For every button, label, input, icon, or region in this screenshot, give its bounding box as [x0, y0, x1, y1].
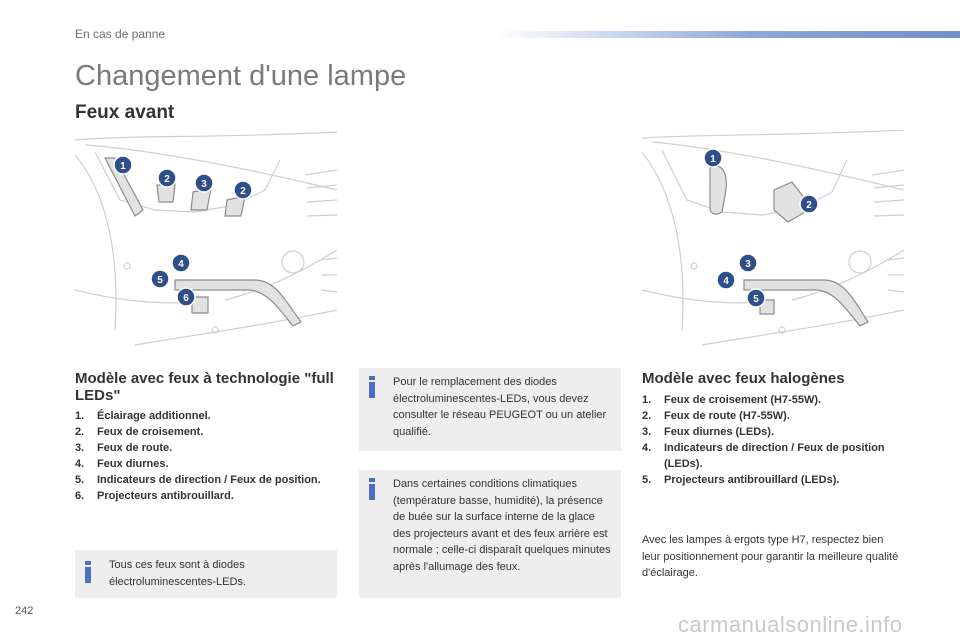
- svg-text:4: 4: [178, 259, 184, 270]
- list-item: 1. Éclairage additionnel.: [75, 410, 211, 422]
- svg-text:5: 5: [157, 275, 163, 286]
- list-item: 5. Indicateurs de direction / Feux de position.: [75, 474, 321, 486]
- svg-text:3: 3: [201, 179, 207, 190]
- page-number: 242: [15, 605, 34, 617]
- headlamp-illustration-halogen: [642, 130, 904, 360]
- halogen-heading: Modèle avec feux halogènes: [642, 370, 845, 387]
- h7-note: Avec les lampes à ergots type H7, respectez bien leur positionnement pour garantir la meilleure qualité d'éclairage.: [642, 534, 899, 579]
- full-leds-parts-list: [75, 408, 337, 504]
- info-box-condensation: [359, 470, 621, 598]
- svg-text:1: 1: [710, 154, 716, 165]
- svg-text:5: 5: [753, 294, 759, 305]
- callout-1-icon: [704, 149, 722, 167]
- callout-4-icon: [172, 254, 190, 272]
- full-leds-heading: Modèle avec feux à technologie "full LEDs": [75, 370, 334, 404]
- watermark: carmanualsonline.info: [678, 612, 903, 637]
- info-icon: [368, 376, 376, 398]
- list-item: 2. Feux de route (H7-55W).: [642, 410, 790, 422]
- svg-text:4: 4: [723, 276, 729, 287]
- callout-5-icon: [747, 289, 765, 307]
- list-item: 5. Projecteurs antibrouillard (LEDs).: [642, 474, 840, 486]
- callout-2-icon: [800, 195, 818, 213]
- svg-text:3: 3: [745, 259, 751, 270]
- list-item: 3. Feux diurnes (LEDs).: [642, 426, 775, 438]
- info-text: Pour le remplacement des diodes électroluminescentes-LEDs, vous devez consulter le réseau PEUGEOT ou un atelier qualifié.: [393, 376, 607, 438]
- info-box-leds: [75, 550, 337, 598]
- callout-2b-icon: [234, 181, 252, 199]
- callout-2-icon: [158, 169, 176, 187]
- headlamp-illustration-full-leds: [75, 130, 337, 360]
- callout-6-icon: [177, 288, 195, 306]
- svg-text:2: 2: [240, 186, 246, 197]
- svg-text:6: 6: [183, 293, 189, 304]
- section-label: En cas de panne: [75, 27, 166, 41]
- callout-4-icon: [717, 271, 735, 289]
- list-item: 6. Projecteurs antibrouillard.: [75, 490, 234, 502]
- page-title: Changement d'une lampe: [75, 60, 407, 92]
- callout-3-icon: [739, 254, 757, 272]
- section-subtitle: Feux avant: [75, 102, 175, 123]
- halogen-parts-list: [642, 392, 904, 488]
- info-text: Dans certaines conditions climatiques (température basse, humidité), la présence de buée sur la surface interne de la glace des projecteurs avant et des feux arrière est normale ; celle-ci disparaît quelques minutes après l'allumage des feux.: [393, 478, 611, 573]
- info-icon: [84, 561, 92, 583]
- info-box-replacement: [359, 368, 621, 451]
- info-text: Tous ces feux sont à diodes électroluminescentes-LEDs.: [109, 559, 246, 588]
- list-item: 4. Indicateurs de direction / Feux de position (LEDs).: [642, 442, 885, 470]
- list-item: 4. Feux diurnes.: [75, 458, 169, 470]
- callout-3-icon: [195, 174, 213, 192]
- svg-text:2: 2: [806, 200, 812, 211]
- list-item: 2. Feux de croisement.: [75, 426, 204, 438]
- callout-1-icon: [114, 156, 132, 174]
- list-item: 3. Feux de route.: [75, 442, 173, 454]
- callout-5-icon: [151, 270, 169, 288]
- header-accent-bar: [495, 31, 960, 38]
- info-icon: [368, 478, 376, 500]
- list-item: 1. Feux de croisement (H7-55W).: [642, 394, 822, 406]
- svg-text:1: 1: [120, 161, 126, 172]
- svg-text:2: 2: [164, 174, 170, 185]
